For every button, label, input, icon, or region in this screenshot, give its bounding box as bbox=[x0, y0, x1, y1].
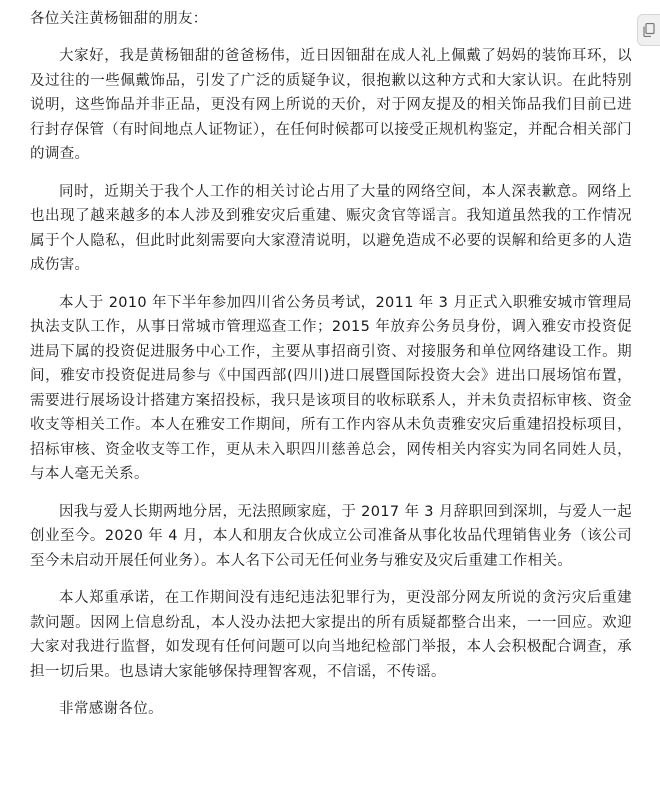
closing-line: 非常感谢各位。 bbox=[59, 701, 163, 717]
greeting: 各位关注黄杨钿甜的朋友： bbox=[30, 11, 208, 27]
copy-button[interactable] bbox=[637, 14, 660, 46]
paragraph-work-history: 本人于 2010 年下半年参加四川省公务员考试，2011 年 3 月正式入职雅安城市管理局执法支队工作，从事日常城市管理巡查工作；2015 年放弃公务员身份，调入雅安市投资促进局下属的投资促进服务中心工作，主要从事招商引资、对接服务和单位网络建设工作。期间，雅安市投资促进局参与《中国西部(四川)进口展暨国际投资大会》进出口展场馆布置，需要进行展场设计搭建方案招投标，我只是该项目的收标联系人，并未负责招标审核、资金收支等相关工作。本人在雅安工作期间，所有工作内容从未负责雅安灾后重建招投标项目，招标审核、资金收支等工作，更从未入职四川慈善总会，网传相关内容实为同名同姓人员，与本人毫无关系。 bbox=[30, 294, 632, 482]
paragraph-apology: 同时，近期关于我个人工作的相关讨论占用了大量的网络空间，本人深表歉意。网络上也出现了越来越多的本人涉及到雅安灾后重建、赈灾贪官等谣言。我知道虽然我的工作情况属于个人隐私，但此时此刻需要向大家澄清说明，以避免造成不必要的误解和给更多的人造成伤害。 bbox=[30, 183, 632, 273]
copy-icon bbox=[643, 23, 655, 37]
paragraph-intro: 大家好，我是黄杨钿甜的爸爸杨伟，近日因钿甜在成人礼上佩戴了妈妈的装饰耳环，以及过往的一些佩戴饰品，引发了广泛的质疑争议，很抱歉以这种方式和大家认识。在此特别说明，这些饰品并非正品，更没有网上所说的天价，对于网友提及的相关饰品我们目前已进行封存保管（有时间地点人证物证），在任何时候都可以接受正规机构鉴定，并配合相关部门的调查。 bbox=[30, 48, 632, 162]
paragraph-family: 因我与爱人长期两地分居，无法照顾家庭，于 2017 年 3 月辞职回到深圳，与爱人一起创业至今。2020 年 4 月，本人和朋友合伙成立公司准备从事化妆品代理销售业务（该公司至今未启动开展任何业务）。本人名下公司无任何业务与雅安及灾后重建工作相关。 bbox=[30, 503, 632, 569]
paragraph-commitment: 本人郑重承诺，在工作期间没有违纪违法犯罪行为，更没部分网友所说的贪污灾后重建款问题。因网上信息纷乱，本人没办法把大家提出的所有质疑都整合出来，一一回应。欢迎大家对我进行监督，如发现有任何问题可以向当地纪检部门举报，本人会积极配合调查，承担一切后果。也恳请大家能够保持理智客观，不信谣，不传谣。 bbox=[30, 590, 632, 680]
